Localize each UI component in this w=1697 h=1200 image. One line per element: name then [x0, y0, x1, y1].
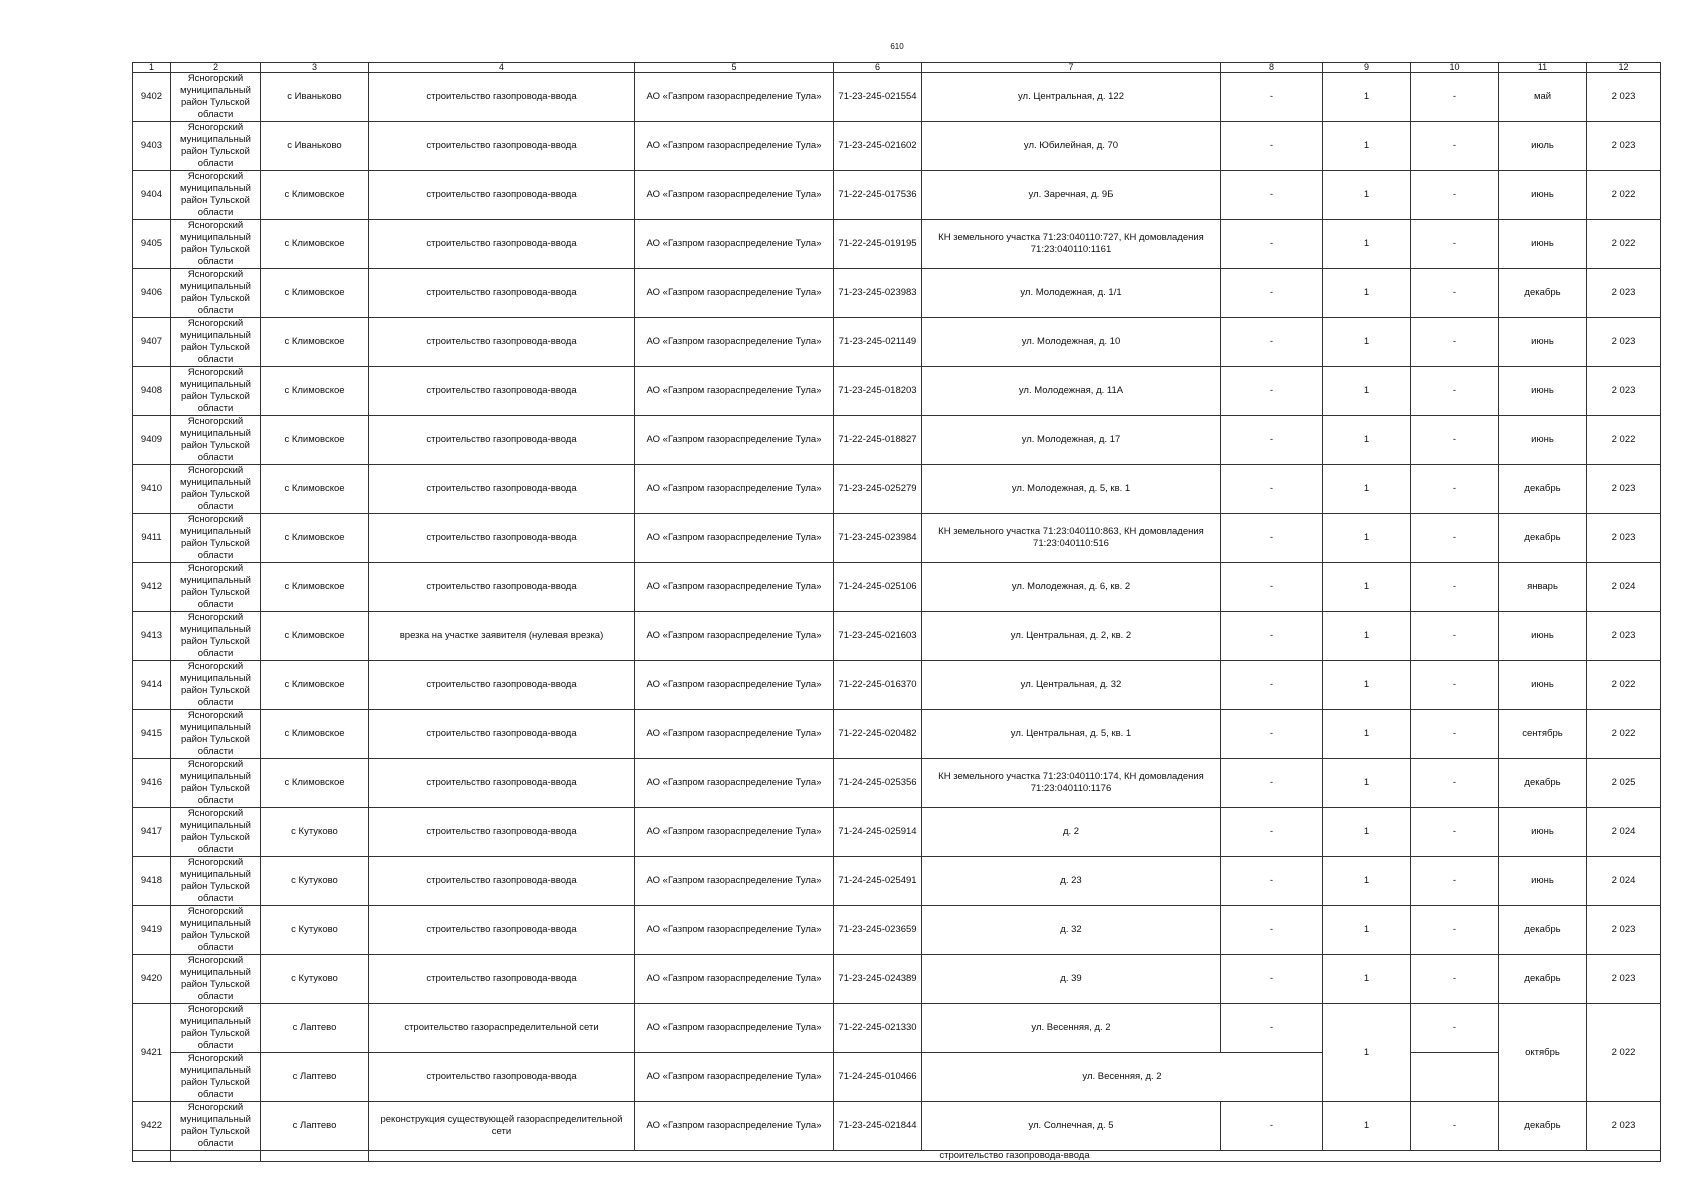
district-cell: Ясногорский муниципальный район Тульской области — [171, 1053, 261, 1102]
organization-cell: АО «Газпром газораспределение Тула» — [635, 955, 834, 1004]
col10-cell: - — [1411, 612, 1499, 661]
work-type-cell: врезка на участке заявителя (нулевая врезка) — [369, 612, 635, 661]
year-cell: 2 023 — [1587, 269, 1661, 318]
organization-cell: АО «Газпром газораспределение Тула» — [635, 367, 834, 416]
col8-cell: - — [1221, 955, 1323, 1004]
code-cell: 71-24-245-010466 — [834, 1053, 922, 1102]
col10-cell: - — [1411, 416, 1499, 465]
header-cell: 2 — [171, 63, 261, 73]
col8-cell: - — [1221, 465, 1323, 514]
col8-cell: - — [1221, 563, 1323, 612]
table-row — [133, 220, 1661, 269]
continuation-text: строительство газопровода-ввода — [369, 1151, 1661, 1162]
organization-cell: АО «Газпром газораспределение Тула» — [635, 73, 834, 122]
organization-cell: АО «Газпром газораспределение Тула» — [635, 269, 834, 318]
col8-cell: - — [1221, 269, 1323, 318]
month-cell: декабрь — [1499, 269, 1587, 318]
col10-cell: - — [1411, 759, 1499, 808]
code-cell: 71-24-245-025914 — [834, 808, 922, 857]
code-cell: 71-23-245-018203 — [834, 367, 922, 416]
header-cell: 3 — [261, 63, 369, 73]
year-cell: 2 022 — [1587, 710, 1661, 759]
table-row — [133, 955, 1661, 1004]
col8-cell: - — [1221, 73, 1323, 122]
month-cell: июль — [1499, 122, 1587, 171]
work-type-cell: строительство газопровода-ввода — [369, 122, 635, 171]
work-type-cell: строительство газораспределительной сети — [369, 1004, 635, 1053]
year-cell: 2 023 — [1587, 318, 1661, 367]
col10-cell — [1411, 1053, 1499, 1102]
year-cell: 2 022 — [1587, 220, 1661, 269]
address-cell: д. 39 — [922, 955, 1221, 1004]
header-cell: 6 — [834, 63, 922, 73]
work-type-cell: строительство газопровода-ввода — [369, 269, 635, 318]
col8-cell: - — [1221, 808, 1323, 857]
month-cell: сентябрь — [1499, 710, 1587, 759]
col8-cell: - — [1221, 857, 1323, 906]
work-type-cell: строительство газопровода-ввода — [369, 808, 635, 857]
organization-cell: АО «Газпром газораспределение Тула» — [635, 416, 834, 465]
col9-cell: 1 — [1323, 416, 1411, 465]
district-cell: Ясногорский муниципальный район Тульской области — [171, 857, 261, 906]
work-type-cell: строительство газопровода-ввода — [369, 563, 635, 612]
col9-cell: 1 — [1323, 122, 1411, 171]
address-cell: ул. Молодежная, д. 5, кв. 1 — [922, 465, 1221, 514]
col10-cell: - — [1411, 710, 1499, 759]
month-cell: июнь — [1499, 171, 1587, 220]
table-row — [133, 367, 1661, 416]
settlement-cell: с Климовское — [261, 612, 369, 661]
row-number: 9406 — [133, 269, 171, 318]
row-number: 9409 — [133, 416, 171, 465]
col10-cell: - — [1411, 661, 1499, 710]
month-cell: май — [1499, 73, 1587, 122]
work-type-cell: строительство газопровода-ввода — [369, 220, 635, 269]
row-number: 9421 — [133, 1004, 171, 1102]
year-cell: 2 022 — [1587, 171, 1661, 220]
month-cell: июнь — [1499, 318, 1587, 367]
district-cell: Ясногорский муниципальный район Тульской области — [171, 171, 261, 220]
month-cell: декабрь — [1499, 1102, 1587, 1151]
work-type-cell: строительство газопровода-ввода — [369, 73, 635, 122]
year-cell: 2 023 — [1587, 465, 1661, 514]
code-cell: 71-23-245-023984 — [834, 514, 922, 563]
district-cell: Ясногорский муниципальный район Тульской области — [171, 808, 261, 857]
year-cell: 2 023 — [1587, 122, 1661, 171]
year-cell: 2 024 — [1587, 808, 1661, 857]
address-cell: ул. Молодежная, д. 10 — [922, 318, 1221, 367]
code-cell: 71-23-245-021149 — [834, 318, 922, 367]
month-cell: июнь — [1499, 808, 1587, 857]
table-row — [133, 318, 1661, 367]
col9-cell: 1 — [1323, 955, 1411, 1004]
row-number: 9417 — [133, 808, 171, 857]
col8-cell: - — [1221, 367, 1323, 416]
settlement-cell: с Климовское — [261, 514, 369, 563]
settlement-cell: с Климовское — [261, 710, 369, 759]
address-cell: ул. Молодежная, д. 1/1 — [922, 269, 1221, 318]
header-cell: 10 — [1411, 63, 1499, 73]
settlement-cell: с Кутуково — [261, 808, 369, 857]
address-cell: ул. Молодежная, д. 17 — [922, 416, 1221, 465]
district-cell: Ясногорский муниципальный район Тульской области — [171, 367, 261, 416]
col9-cell: 1 — [1323, 808, 1411, 857]
row-number: 9419 — [133, 906, 171, 955]
organization-cell: АО «Газпром газораспределение Тула» — [635, 171, 834, 220]
code-cell: 71-23-245-021554 — [834, 73, 922, 122]
col10-cell: - — [1411, 808, 1499, 857]
district-cell: Ясногорский муниципальный район Тульской области — [171, 73, 261, 122]
code-cell: 71-23-245-025279 — [834, 465, 922, 514]
work-type-cell: строительство газопровода-ввода — [369, 661, 635, 710]
organization-cell: АО «Газпром газораспределение Тула» — [635, 1004, 834, 1053]
table-row — [133, 465, 1661, 514]
work-type-cell: строительство газопровода-ввода — [369, 318, 635, 367]
organization-cell: АО «Газпром газораспределение Тула» — [635, 808, 834, 857]
address-cell: ул. Центральная, д. 5, кв. 1 — [922, 710, 1221, 759]
work-type-cell: строительство газопровода-ввода — [369, 416, 635, 465]
code-cell: 71-22-245-017536 — [834, 171, 922, 220]
organization-cell: АО «Газпром газораспределение Тула» — [635, 122, 834, 171]
header-cell: 4 — [369, 63, 635, 73]
col10-cell: - — [1411, 857, 1499, 906]
organization-cell: АО «Газпром газораспределение Тула» — [635, 514, 834, 563]
row-number: 9408 — [133, 367, 171, 416]
settlement-cell: с Лаптево — [261, 1102, 369, 1151]
col10-cell: - — [1411, 318, 1499, 367]
settlement-cell: с Климовское — [261, 563, 369, 612]
table-row — [133, 269, 1661, 318]
table-row — [133, 1053, 1661, 1102]
year-cell: 2 023 — [1587, 906, 1661, 955]
work-type-cell: строительство газопровода-ввода — [369, 171, 635, 220]
settlement-cell: с Климовское — [261, 269, 369, 318]
table-row — [133, 122, 1661, 171]
col10-cell: - — [1411, 465, 1499, 514]
col9-cell: 1 — [1323, 171, 1411, 220]
col8-cell: - — [1221, 416, 1323, 465]
work-type-cell: строительство газопровода-ввода — [369, 759, 635, 808]
address-cell: ул. Юбилейная, д. 70 — [922, 122, 1221, 171]
table-row — [133, 759, 1661, 808]
row-number: 9405 — [133, 220, 171, 269]
organization-cell: АО «Газпром газораспределение Тула» — [635, 612, 834, 661]
work-type-cell: строительство газопровода-ввода — [369, 710, 635, 759]
month-cell: декабрь — [1499, 465, 1587, 514]
col9-cell: 1 — [1323, 1004, 1411, 1102]
work-type-cell: строительство газопровода-ввода — [369, 514, 635, 563]
settlement-cell: с Иваньково — [261, 73, 369, 122]
address-cell: ул. Молодежная, д. 11А — [922, 367, 1221, 416]
month-cell: июнь — [1499, 857, 1587, 906]
row-number: 9416 — [133, 759, 171, 808]
row-number: 9410 — [133, 465, 171, 514]
row-number: 9422 — [133, 1102, 171, 1151]
organization-cell: АО «Газпром газораспределение Тула» — [635, 710, 834, 759]
work-type-cell: строительство газопровода-ввода — [369, 1053, 635, 1102]
table-row — [133, 171, 1661, 220]
organization-cell: АО «Газпром газораспределение Тула» — [635, 220, 834, 269]
organization-cell: АО «Газпром газораспределение Тула» — [635, 759, 834, 808]
code-cell: 71-22-245-020482 — [834, 710, 922, 759]
settlement-cell: с Климовское — [261, 318, 369, 367]
month-cell: октябрь — [1499, 1004, 1587, 1102]
address-cell: ул. Заречная, д. 9Б — [922, 171, 1221, 220]
organization-cell: АО «Газпром газораспределение Тула» — [635, 465, 834, 514]
district-cell: Ясногорский муниципальный район Тульской области — [171, 1004, 261, 1053]
code-cell: 71-24-245-025491 — [834, 857, 922, 906]
row-number: 9418 — [133, 857, 171, 906]
district-cell: Ясногорский муниципальный район Тульской области — [171, 318, 261, 367]
code-cell: 71-23-245-023659 — [834, 906, 922, 955]
month-cell: декабрь — [1499, 906, 1587, 955]
district-cell: Ясногорский муниципальный район Тульской области — [171, 955, 261, 1004]
organization-cell: АО «Газпром газораспределение Тула» — [635, 1102, 834, 1151]
col9-cell: 1 — [1323, 710, 1411, 759]
col8-cell: - — [1221, 906, 1323, 955]
col9-cell: 1 — [1323, 857, 1411, 906]
month-cell: декабрь — [1499, 955, 1587, 1004]
work-type-cell: строительство газопровода-ввода — [369, 465, 635, 514]
col9-cell: 1 — [1323, 563, 1411, 612]
col10-cell: - — [1411, 514, 1499, 563]
address-cell: ул. Весенняя, д. 2 — [922, 1053, 1323, 1102]
code-cell: 71-22-245-016370 — [834, 661, 922, 710]
district-cell: Ясногорский муниципальный район Тульской области — [171, 465, 261, 514]
district-cell: Ясногорский муниципальный район Тульской области — [171, 906, 261, 955]
code-cell: 71-22-245-018827 — [834, 416, 922, 465]
table-row — [133, 1004, 1661, 1053]
district-cell: Ясногорский муниципальный район Тульской области — [171, 661, 261, 710]
col8-cell: - — [1221, 1004, 1323, 1053]
col10-cell: - — [1411, 1102, 1499, 1151]
row-number: 9414 — [133, 661, 171, 710]
table-row — [133, 73, 1661, 122]
code-cell: 71-23-245-021603 — [834, 612, 922, 661]
settlement-cell: с Климовское — [261, 661, 369, 710]
district-cell: Ясногорский муниципальный район Тульской области — [171, 612, 261, 661]
col9-cell: 1 — [1323, 1102, 1411, 1151]
settlement-cell: с Климовское — [261, 171, 369, 220]
col10-cell: - — [1411, 1004, 1499, 1053]
code-cell: 71-23-245-023983 — [834, 269, 922, 318]
district-cell: Ясногорский муниципальный район Тульской области — [171, 710, 261, 759]
district-cell: Ясногорский муниципальный район Тульской области — [171, 563, 261, 612]
col10-cell: - — [1411, 122, 1499, 171]
col8-cell: - — [1221, 612, 1323, 661]
district-cell: Ясногорский муниципальный район Тульской области — [171, 1102, 261, 1151]
row-number: 9402 — [133, 73, 171, 122]
page-number: 610 — [890, 42, 904, 51]
col8-cell: - — [1221, 514, 1323, 563]
settlement-cell: с Лаптево — [261, 1004, 369, 1053]
district-cell: Ясногорский муниципальный район Тульской области — [171, 269, 261, 318]
address-cell: ул. Солнечная, д. 5 — [922, 1102, 1221, 1151]
header-row — [133, 63, 1661, 73]
year-cell: 2 023 — [1587, 73, 1661, 122]
row-number: 9411 — [133, 514, 171, 563]
work-type-cell: строительство газопровода-ввода — [369, 367, 635, 416]
year-cell: 2 023 — [1587, 955, 1661, 1004]
col9-cell: 1 — [1323, 269, 1411, 318]
header-cell: 9 — [1323, 63, 1411, 73]
settlement-cell: с Кутуково — [261, 955, 369, 1004]
col9-cell: 1 — [1323, 612, 1411, 661]
settlement-cell: с Климовское — [261, 465, 369, 514]
month-cell: июнь — [1499, 367, 1587, 416]
code-cell: 71-23-245-021602 — [834, 122, 922, 171]
col9-cell: 1 — [1323, 906, 1411, 955]
header-cell: 8 — [1221, 63, 1323, 73]
address-cell: д. 23 — [922, 857, 1221, 906]
register-table — [132, 62, 1661, 1162]
col8-cell: - — [1221, 220, 1323, 269]
header-cell: 12 — [1587, 63, 1661, 73]
year-cell: 2 023 — [1587, 367, 1661, 416]
code-cell: 71-22-245-019195 — [834, 220, 922, 269]
work-type-cell: строительство газопровода-ввода — [369, 955, 635, 1004]
organization-cell: АО «Газпром газораспределение Тула» — [635, 661, 834, 710]
year-cell: 2 022 — [1587, 1004, 1661, 1102]
table-row — [133, 906, 1661, 955]
table-row — [133, 416, 1661, 465]
table-row — [133, 612, 1661, 661]
month-cell: январь — [1499, 563, 1587, 612]
address-cell: ул. Центральная, д. 122 — [922, 73, 1221, 122]
settlement-cell: с Иваньково — [261, 122, 369, 171]
settlement-cell: с Климовское — [261, 759, 369, 808]
col9-cell: 1 — [1323, 220, 1411, 269]
row-number: 9420 — [133, 955, 171, 1004]
code-cell: 71-23-245-024389 — [834, 955, 922, 1004]
settlement-cell: с Кутуково — [261, 906, 369, 955]
year-cell: 2 022 — [1587, 661, 1661, 710]
address-cell: ул. Центральная, д. 32 — [922, 661, 1221, 710]
code-cell: 71-24-245-025106 — [834, 563, 922, 612]
work-type-cell: реконструкция существующей газораспределительной сети — [369, 1102, 635, 1151]
col8-cell: - — [1221, 171, 1323, 220]
settlement-cell: с Климовское — [261, 416, 369, 465]
header-cell: 1 — [133, 63, 171, 73]
address-cell: ул. Весенняя, д. 2 — [922, 1004, 1221, 1053]
col9-cell: 1 — [1323, 465, 1411, 514]
table-row — [133, 661, 1661, 710]
code-cell: 71-24-245-025356 — [834, 759, 922, 808]
col10-cell: - — [1411, 367, 1499, 416]
header-cell: 5 — [635, 63, 834, 73]
district-cell: Ясногорский муниципальный район Тульской области — [171, 220, 261, 269]
col8-cell: - — [1221, 122, 1323, 171]
work-type-cell: строительство газопровода-ввода — [369, 857, 635, 906]
col9-cell: 1 — [1323, 367, 1411, 416]
year-cell: 2 023 — [1587, 612, 1661, 661]
organization-cell: АО «Газпром газораспределение Тула» — [635, 563, 834, 612]
year-cell: 2 022 — [1587, 416, 1661, 465]
col8-cell: - — [1221, 661, 1323, 710]
year-cell: 2 025 — [1587, 759, 1661, 808]
row-number: 9403 — [133, 122, 171, 171]
district-cell: Ясногорский муниципальный район Тульской области — [171, 122, 261, 171]
code-cell: 71-23-245-021844 — [834, 1102, 922, 1151]
organization-cell: АО «Газпром газораспределение Тула» — [635, 318, 834, 367]
table-row — [133, 514, 1661, 563]
year-cell: 2 023 — [1587, 1102, 1661, 1151]
col8-cell: - — [1221, 318, 1323, 367]
district-cell: Ясногорский муниципальный район Тульской области — [171, 514, 261, 563]
address-cell: ул. Молодежная, д. 6, кв. 2 — [922, 563, 1221, 612]
header-cell: 7 — [922, 63, 1221, 73]
col8-cell: - — [1221, 1102, 1323, 1151]
month-cell: июнь — [1499, 661, 1587, 710]
settlement-cell: с Лаптево — [261, 1053, 369, 1102]
table-row — [133, 1102, 1661, 1151]
year-cell: 2 023 — [1587, 514, 1661, 563]
settlement-cell: с Климовское — [261, 367, 369, 416]
col8-cell: - — [1221, 759, 1323, 808]
col8-cell: - — [1221, 710, 1323, 759]
table-row — [133, 710, 1661, 759]
year-cell: 2 024 — [1587, 857, 1661, 906]
table-row — [133, 563, 1661, 612]
year-cell: 2 024 — [1587, 563, 1661, 612]
col9-cell: 1 — [1323, 73, 1411, 122]
month-cell: декабрь — [1499, 514, 1587, 563]
organization-cell: АО «Газпром газораспределение Тула» — [635, 1053, 834, 1102]
col10-cell: - — [1411, 269, 1499, 318]
col9-cell: 1 — [1323, 661, 1411, 710]
settlement-cell: с Кутуково — [261, 857, 369, 906]
code-cell: 71-22-245-021330 — [834, 1004, 922, 1053]
col10-cell: - — [1411, 220, 1499, 269]
row-number: 9415 — [133, 710, 171, 759]
row-number: 9407 — [133, 318, 171, 367]
month-cell: июнь — [1499, 220, 1587, 269]
address-cell: КН земельного участка 71:23:040110:174, КН домовладения 71:23:040110:1176 — [922, 759, 1221, 808]
work-type-cell: строительство газопровода-ввода — [369, 906, 635, 955]
address-cell: КН земельного участка 71:23:040110:727, КН домовладения 71:23:040110:1161 — [922, 220, 1221, 269]
row-number: 9404 — [133, 171, 171, 220]
col9-cell: 1 — [1323, 514, 1411, 563]
address-cell: КН земельного участка 71:23:040110:863, КН домовладения 71:23:040110:516 — [922, 514, 1221, 563]
district-cell: Ясногорский муниципальный район Тульской области — [171, 759, 261, 808]
table-row — [133, 808, 1661, 857]
col9-cell: 1 — [1323, 759, 1411, 808]
continuation-row — [133, 1151, 1661, 1162]
col10-cell: - — [1411, 955, 1499, 1004]
header-cell: 11 — [1499, 63, 1587, 73]
table-row — [133, 857, 1661, 906]
col10-cell: - — [1411, 171, 1499, 220]
address-cell: д. 32 — [922, 906, 1221, 955]
address-cell: д. 2 — [922, 808, 1221, 857]
settlement-cell: с Климовское — [261, 220, 369, 269]
month-cell: декабрь — [1499, 759, 1587, 808]
organization-cell: АО «Газпром газораспределение Тула» — [635, 906, 834, 955]
district-cell: Ясногорский муниципальный район Тульской области — [171, 416, 261, 465]
address-cell: ул. Центральная, д. 2, кв. 2 — [922, 612, 1221, 661]
col10-cell: - — [1411, 563, 1499, 612]
row-number: 9413 — [133, 612, 171, 661]
col10-cell: - — [1411, 906, 1499, 955]
row-number: 9412 — [133, 563, 171, 612]
col9-cell: 1 — [1323, 318, 1411, 367]
month-cell: июнь — [1499, 612, 1587, 661]
organization-cell: АО «Газпром газораспределение Тула» — [635, 857, 834, 906]
col10-cell: - — [1411, 73, 1499, 122]
month-cell: июнь — [1499, 416, 1587, 465]
